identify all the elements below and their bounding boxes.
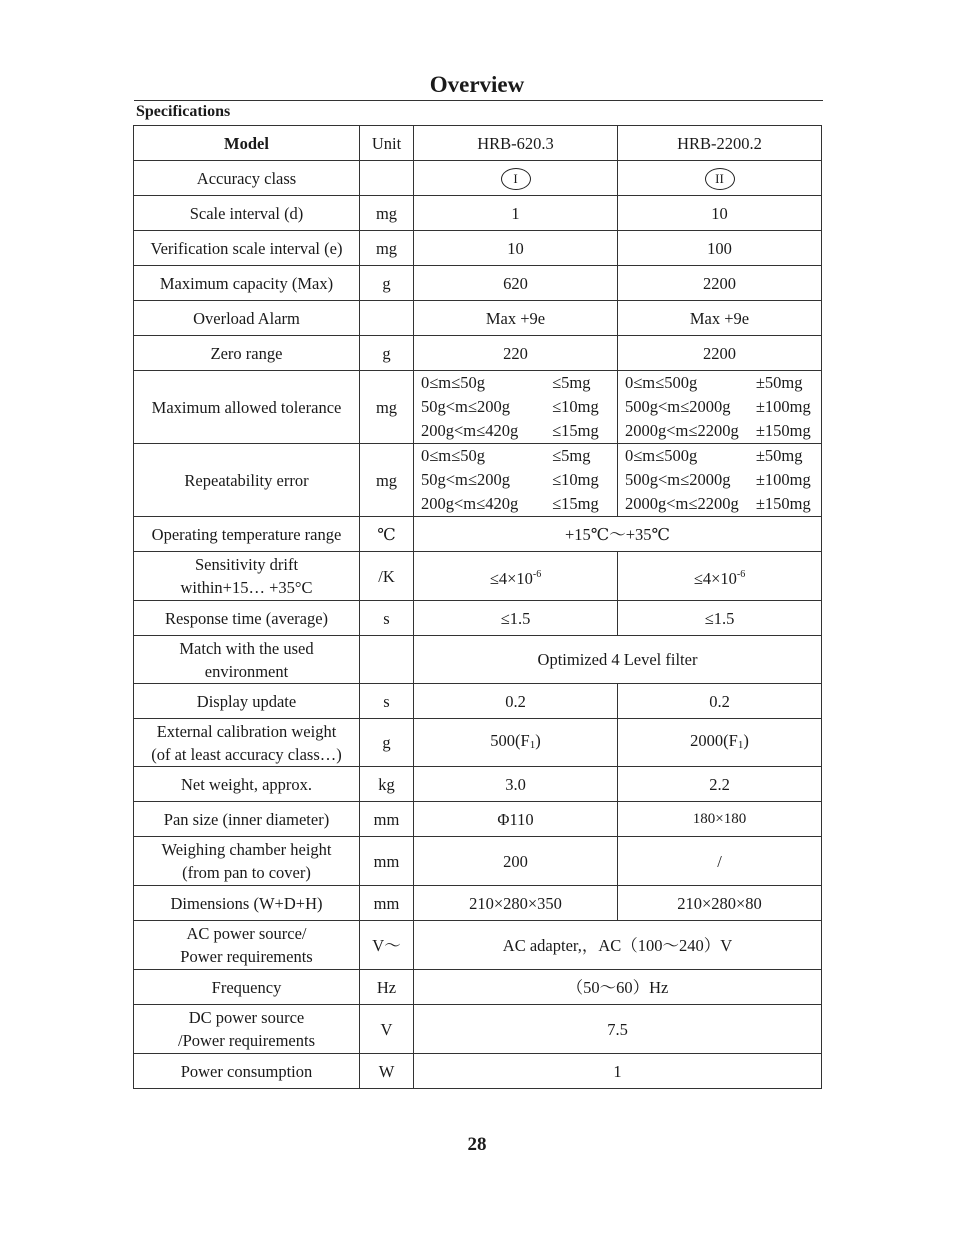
range: 2000g<m≤2200g xyxy=(625,494,739,513)
row-unit: kg xyxy=(360,767,414,802)
tolerance: ≤15mg xyxy=(552,421,599,440)
table-row xyxy=(134,301,822,336)
row-unit: /K xyxy=(360,552,414,601)
row-unit: mg xyxy=(360,371,414,444)
title-underline xyxy=(134,100,823,101)
value-shared: 7.5 xyxy=(414,1005,822,1054)
range: 500g<m≤2000g xyxy=(625,397,731,416)
value-shared: 1 xyxy=(414,1054,822,1089)
value-a: 620 xyxy=(414,266,618,301)
tolerance-list xyxy=(421,444,615,516)
value-b: ≤1.5 xyxy=(618,601,822,636)
value-a: $500(F_1)$ xyxy=(414,719,618,767)
value-b: 2200 xyxy=(618,266,822,301)
value-b: $2000(F_1)$ xyxy=(618,719,822,767)
row-label: Accuracy class xyxy=(134,161,360,196)
value-a: ≤1.5 xyxy=(414,601,618,636)
row-label-line2: Power requirements xyxy=(180,947,313,966)
row-label: Repeatability error xyxy=(134,444,360,517)
tolerance-list xyxy=(421,371,615,443)
header-model-a: HRB-620.3 xyxy=(414,126,618,161)
value-b: / xyxy=(618,837,822,886)
table-row xyxy=(134,1005,822,1054)
row-unit xyxy=(360,161,414,196)
row-label-line1: Weighing chamber height xyxy=(161,840,332,859)
range: 50g<m≤200g xyxy=(421,397,510,416)
row-unit: ℃ xyxy=(360,517,414,552)
row-unit: g xyxy=(360,336,414,371)
value-a: 10 xyxy=(414,231,618,266)
value-b: Max +9e xyxy=(618,301,822,336)
table-row xyxy=(134,266,822,301)
row-label: Scale interval (d) xyxy=(134,196,360,231)
row-label: Net weight, approx. xyxy=(134,767,360,802)
table-row xyxy=(134,636,822,684)
table-row xyxy=(134,231,822,266)
value-a: 1 xyxy=(414,196,618,231)
value-a: Φ110 xyxy=(414,802,618,837)
tolerance: ±100mg xyxy=(755,470,811,489)
row-label-line2: (from pan to cover) xyxy=(182,863,311,882)
table-row xyxy=(134,970,822,1005)
table-row xyxy=(134,837,822,886)
row-unit: g xyxy=(360,266,414,301)
tolerance: ±50mg xyxy=(755,373,803,392)
value-b: 210×280×80 xyxy=(618,886,822,921)
value-b: 10 xyxy=(618,196,822,231)
section-heading: Specifications xyxy=(136,103,231,120)
table-row xyxy=(134,684,822,719)
range: 500g<m≤2000g xyxy=(625,470,731,489)
page-number: 28 xyxy=(467,1134,487,1155)
table-row xyxy=(134,719,822,767)
table-row xyxy=(134,517,822,552)
value-b: 180×180 xyxy=(618,802,822,837)
row-label: Zero range xyxy=(134,336,360,371)
row-label: Frequency xyxy=(134,970,360,1005)
table-row xyxy=(134,767,822,802)
range: 0≤m≤50g xyxy=(421,446,485,465)
tolerance: ≤15mg xyxy=(552,494,599,513)
row-unit xyxy=(360,636,414,684)
table-row xyxy=(134,886,822,921)
row-unit: s xyxy=(360,684,414,719)
tolerance: ≤10mg xyxy=(552,397,599,416)
value-a: 210×280×350 xyxy=(414,886,618,921)
value-a: 3.0 xyxy=(414,767,618,802)
table-row xyxy=(134,444,822,517)
row-label-line1: Sensitivity drift xyxy=(194,555,299,574)
value-shared: Optimized 4 Level filter xyxy=(414,636,822,684)
value-b: 2.2 xyxy=(618,767,822,802)
row-label: Operating temperature range xyxy=(134,517,360,552)
row-label-line1: External calibration weight xyxy=(156,721,337,741)
tolerance: ±150mg xyxy=(755,494,811,513)
row-unit: mm xyxy=(360,802,414,837)
row-label: Response time (average) xyxy=(134,601,360,636)
range: 200g<m≤420g xyxy=(421,494,519,513)
row-unit: mg xyxy=(360,444,414,517)
range: 50g<m≤200g xyxy=(421,470,510,489)
range: 200g<m≤420g xyxy=(421,421,519,440)
tolerance-list xyxy=(625,444,819,516)
header-unit: Unit xyxy=(360,126,414,161)
row-unit: V～ xyxy=(360,921,414,970)
table-row xyxy=(134,921,822,970)
row-label-line1: Match with the used xyxy=(179,638,314,658)
row-unit: mm xyxy=(360,837,414,886)
range: 0≤m≤500g xyxy=(625,446,698,465)
row-label: Display update xyxy=(134,684,360,719)
table-row xyxy=(134,601,822,636)
row-unit: mg xyxy=(360,231,414,266)
row-label-line1: AC power source/ xyxy=(186,924,307,943)
value-a: $\le 4\times 10^{-6}$ xyxy=(414,552,618,601)
row-unit: Hz xyxy=(360,970,414,1005)
row-label-line2: /Power requirements xyxy=(177,1031,315,1050)
row-unit: mg xyxy=(360,196,414,231)
value-b: 2200 xyxy=(618,336,822,371)
value-a: 0.2 xyxy=(414,684,618,719)
tolerance: ±50mg xyxy=(755,446,803,465)
header-model-b: HRB-2200.2 xyxy=(618,126,822,161)
accuracy-class-badge: I xyxy=(501,168,531,190)
value-a: 200 xyxy=(414,837,618,886)
header-model: Model xyxy=(134,126,360,161)
value-shared: AC adapter,，AC（100～240）V xyxy=(414,921,822,970)
accuracy-class-badge: II xyxy=(705,168,735,190)
table-header-row xyxy=(134,126,822,161)
table-row xyxy=(134,336,822,371)
row-label-line2: within+15… +35°C xyxy=(180,578,313,597)
value-b: $\le 4\times 10^{-6}$ xyxy=(618,552,822,601)
row-label: Power consumption xyxy=(134,1054,360,1089)
row-unit: s xyxy=(360,601,414,636)
value-shared: （50～60）Hz xyxy=(414,970,822,1005)
row-unit xyxy=(360,301,414,336)
row-label-line2: environment xyxy=(204,661,289,681)
row-label: Verification scale interval (e) xyxy=(134,231,360,266)
row-label: Maximum allowed tolerance xyxy=(134,371,360,444)
table-row xyxy=(134,1054,822,1089)
value-a: Max +9e xyxy=(414,301,618,336)
value-shared: +15℃～+35℃ xyxy=(414,517,822,552)
row-label: Dimensions (W+D+H) xyxy=(134,886,360,921)
table-row xyxy=(134,196,822,231)
table-row xyxy=(134,371,822,444)
row-label: Pan size (inner diameter) xyxy=(134,802,360,837)
row-unit: g xyxy=(360,719,414,767)
row-unit: V xyxy=(360,1005,414,1054)
range: 0≤m≤500g xyxy=(625,373,698,392)
value-b: 0.2 xyxy=(618,684,822,719)
row-label: Overload Alarm xyxy=(134,301,360,336)
tolerance: ≤5mg xyxy=(552,373,591,392)
table-row xyxy=(134,161,822,196)
specifications-table xyxy=(133,125,822,1089)
value-b: 100 xyxy=(618,231,822,266)
tolerance: ≤10mg xyxy=(552,470,599,489)
tolerance: ≤5mg xyxy=(552,446,591,465)
table-row xyxy=(134,802,822,837)
page-title: Overview xyxy=(429,72,525,97)
row-unit: mm xyxy=(360,886,414,921)
tolerance-list xyxy=(625,371,819,443)
tolerance: ±100mg xyxy=(755,397,811,416)
row-unit: W xyxy=(360,1054,414,1089)
row-label-line2: (of at least accuracy class…) xyxy=(151,744,342,764)
range: 2000g<m≤2200g xyxy=(625,421,739,440)
table-row xyxy=(134,552,822,601)
row-label-line1: DC power source xyxy=(188,1008,305,1027)
tolerance: ±150mg xyxy=(755,421,811,440)
value-a: 220 xyxy=(414,336,618,371)
range: 0≤m≤50g xyxy=(421,373,485,392)
row-label: Maximum capacity (Max) xyxy=(134,266,360,301)
